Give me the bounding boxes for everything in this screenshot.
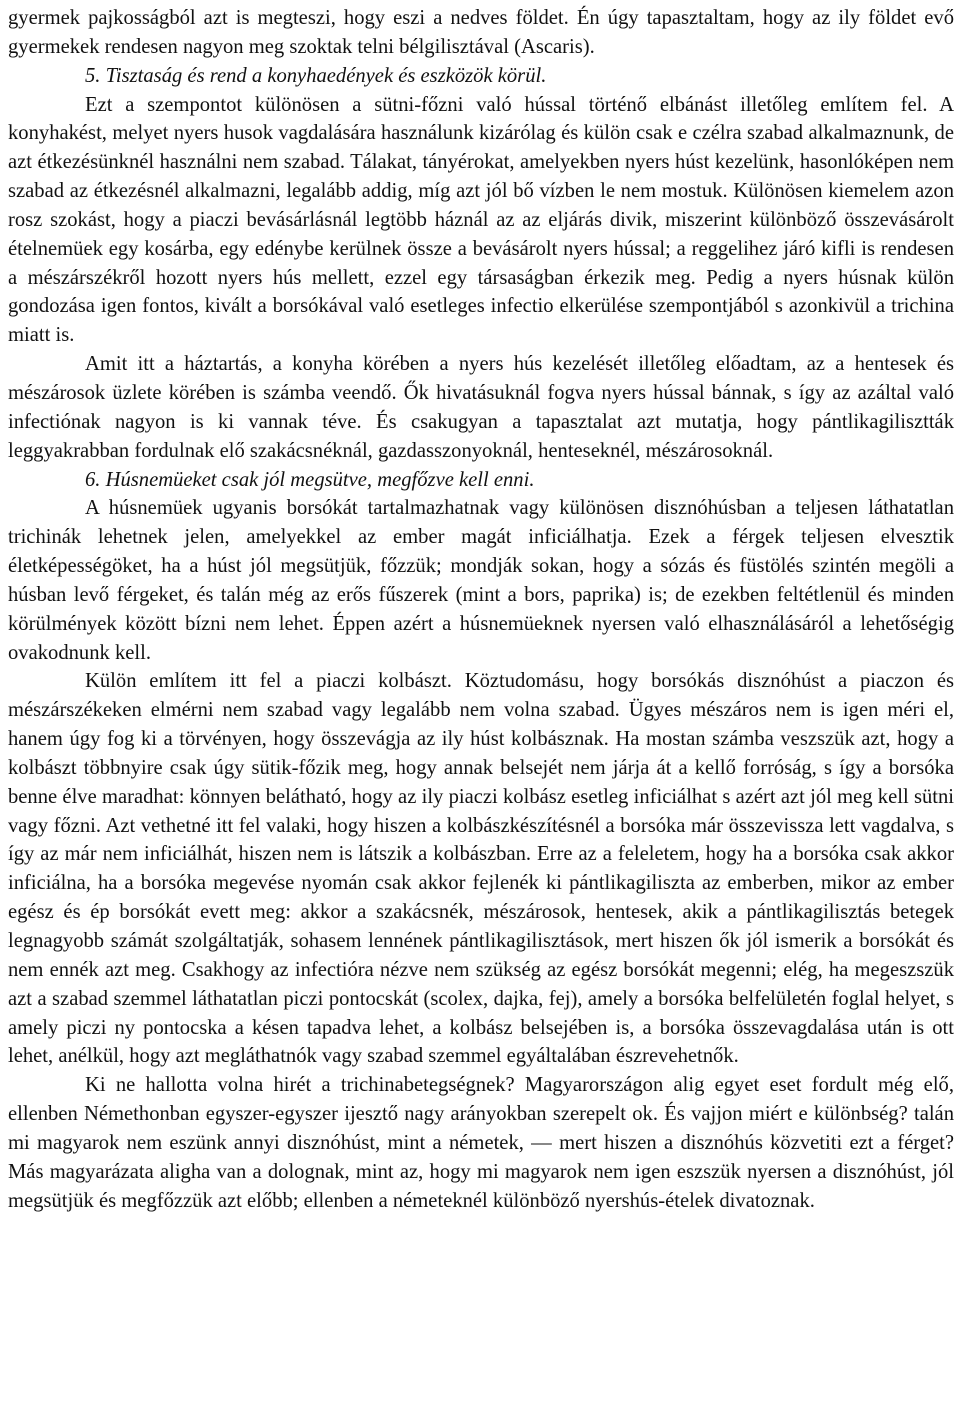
paragraph: Ki ne hallotta volna hirét a trichinabetegségnek? Magyarországon alig egyet eset fordult még elő, ellenben Némethonban egyszer-egyszer ijesztő nagy arányokban szerepelt ok. És vajjon miért e különbség? talán mi magyarok nem eszünk annyi disznóhúst, mint a németek, — mert hiszen a disznóhús közvetiti ezt a férget? Más magyarázata aligha van a dolognak, mint az, hogy mi magyarok nem igen eszszük nyersen a disznóhúst, jól megsütjük és megfőzzük azt előbb; ellenben a németeknél különböző nyershús-ételek divatoznak. — [8, 1074, 954, 1212]
paragraph: A húsnemüek ugyanis borsókát tartalmazhatnak vagy különösen disznóhúsban a teljesen láthatatlan trichinák lehetnek jelen, amelyekkel az ember magát inficiálhatja. Ezek a férgek teljesen elvesztik életképességöket, ha a húst jól megsütjük, főzzük; mondják sokan, hogy a sózás és füstölés szintén megöli a húsban levő férgeket, és talán még az erős fűszerek (mint a bors, paprika) is; de ezekben feltétlenül és minden körülmények között bízni nem lehet. Éppen azért a húsnemüeknek nyersen való elhasználásáról a lehetőségig ovakodnunk kell. — [8, 497, 954, 664]
paragraph-continued: gyermek pajkosságból azt is megteszi, hogy eszi a nedves földet. Én úgy tapasztaltam, hogy az ily földet evő gyermekek rendesen nagyon meg szoktak telni bélgilisztával (Ascaris). — [8, 7, 954, 58]
paragraph: Külön említem itt fel a piaczi kolbászt. Köztudomásu, hogy borsókás disznóhúst a piaczon és mészárszékeken elmérni nem szabad vagy legalább nem volna szabad. Ügyes mészáros nem is igen méri el, hanem úgy fog ki a törvényen, hogy összevágja az ily húst kolbásznak. Ha mostan számba veszszük azt, hogy a kolbászt többnyire csak úgy sütik-főzik meg, hogy annak belsejét nem járja át a kellő forróság, s így a borsóka benne élve maradhat: könnyen belátható, hogy az ily piaczi kolbász esetleg inficiálhat s azért azt jól meg kell sütni vagy főzni. Azt vethetné itt fel valaki, hogy hiszen a kolbászkészítésnél a borsóka már összevissza lett vagdalva, s így az már nem inficiálhát, hiszen nem is látszik a kolbászban. Erre az a feleletem, hogy ha a borsóka csak akkor inficiálna, ha a borsóka megevése nyomán csak akkor fejlenék ki pántlikagiliszta az emberben, mikor az ember egész és ép borsókát evett meg: akkor a szakácsnék, mészárosok, hentesek, akik a pántlikagilisztás betegek legnagyobb számát szolgáltatják, sohasem lennének pántlikagilisztások, mert hiszen ők jól ismerik a borsókát és nem ennék azt meg. Csakhogy az infectióra nézve nem szükség az egész borsókát megenni; elég, ha megeszszük azt a szabad szemmel láthatatlan piczi pontocskát (scolex, dajka, fej), amely a borsóka belfelületén foglal helyet, s amely piczi ny pontocska a késen tapadva lehet, a kolbász belsejében is, a borsóka összevagdalása után is ott lehet, anélkül, hogy azt megláthatnók vagy szabad szemmel egyáltalában észrevehetnők. — [8, 670, 954, 1068]
section-heading-6: 6. Húsnemüeket csak jól megsütve, megfőzve kell enni. — [85, 468, 535, 491]
paragraph: Amit itt a háztartás, a konyha körében a nyers hús kezelését illetőleg előadtam, az a hentesek és mészárosok üzlete körében is számba veendő. Ők hivatásuknál fogva nyers hússal bánnak, s így az azáltal való infectiónak nagyon is ki vannak téve. És csakugyan a tapasztalat azt mutatja, hogy pántlikagilisztták leggyakrabban fordulnak elő szakácsnéknál, gazdasszonyoknál, henteseknél, mészárosoknál. — [8, 353, 954, 462]
document-page — [8, 4, 954, 1215]
section-heading-5: 5. Tisztaság és rend a konyhaedények és eszközök körül. — [85, 64, 547, 87]
paragraph: Ezt a szempontot különösen a sütni-főzni való hússal történő elbánást illetőleg említem fel. A konyhakést, melyet nyers husok vagdalására használunk kizárólag és külön csak e czélra szabad alkalmaznunk, de azt étkezésünknél használni nem szabad. Tálakat, tányérokat, amelyekben nyers húst kezelünk, hasonlóképen nem szabad az étkezésnél alkalmazni, legalább addig, míg azt jól bő vízben le nem mostuk. Különösen kiemelem azon rosz szokást, hogy a piaczi bevásárlásnál legtöbb háznál az az eljárás divik, miszerint különböző összevásárolt ételnemüek egy kosárba, egy edénybe kerülnek össze a bevásárolt nyers hússal; a reggelihez járó kifli is rendesen a mészárszékről hozott nyers hús mellett, ezzel egy társaságban érkezik meg. Pedig a nyers húsnak külön gondozása igen fontos, kivált a borsókával való esetleges infectio elkerülése szempontjából s azonkivül a trichina miatt is. — [8, 93, 954, 347]
